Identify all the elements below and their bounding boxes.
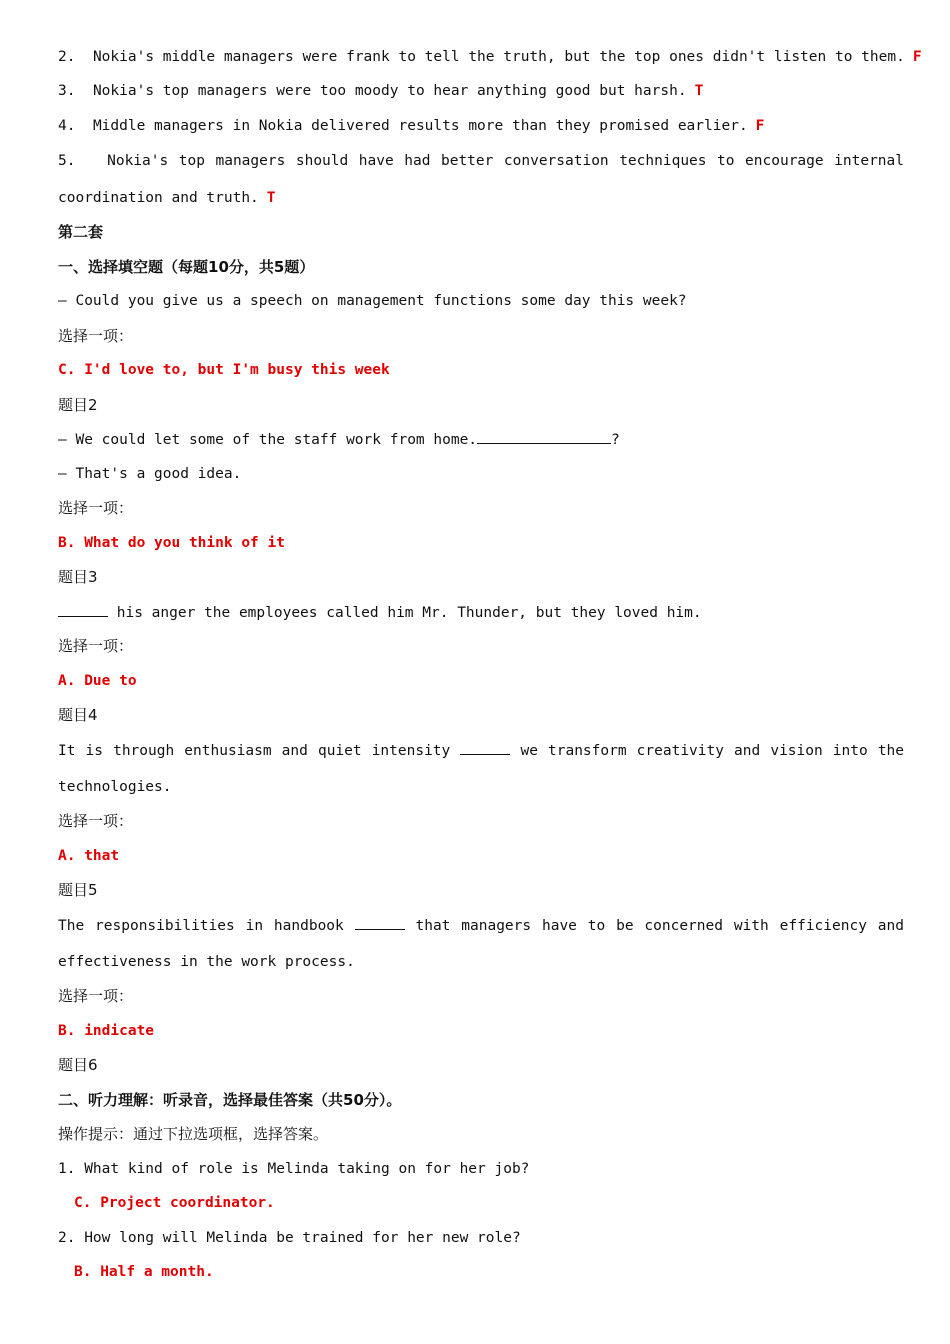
question-2-text: — We could let some of the staff work from home. ?	[58, 429, 904, 450]
listening-question-2: 2. How long will Melinda be trained for her new role?	[58, 1230, 521, 1246]
tf-answer: F	[755, 118, 765, 134]
listening-question-1: 1. What kind of role is Melinda taking on for her job?	[58, 1161, 530, 1177]
tf-item-5-line1	[58, 151, 904, 171]
tf-answer: T	[694, 83, 704, 99]
question-2-answer: B. What do you think of it	[58, 535, 285, 551]
tf-item-5-line2	[58, 188, 904, 208]
listening-answer-1: C. Project coordinator.	[74, 1195, 275, 1211]
question-2-title: 题目2	[58, 396, 98, 414]
choose-label: 选择一项：	[58, 637, 134, 655]
tf-answer: F	[912, 49, 922, 65]
answer-blank	[460, 740, 510, 755]
question-3-text: his anger the employees called him Mr. Thunder, but they loved him.	[58, 602, 904, 623]
item-number: 3.	[58, 83, 76, 99]
item-number: 2.	[58, 49, 76, 65]
answer-blank	[355, 915, 405, 930]
question-1-answer: C. I'd love to, but I'm busy this week	[58, 362, 390, 378]
question-5-title: 题目5	[58, 881, 98, 899]
choose-label: 选择一项：	[58, 327, 134, 345]
choose-label: 选择一项：	[58, 499, 134, 517]
item-number: 4.	[58, 118, 76, 134]
answer-blank	[477, 429, 611, 444]
tf-item-3	[58, 81, 904, 101]
question-4-text-line2: technologies.	[58, 779, 172, 795]
tf-answer: T	[266, 190, 276, 206]
question-3-title: 题目3	[58, 568, 98, 586]
question-4-answer: A. that	[58, 848, 120, 864]
item-text: Nokia's middle managers were frank to tell the truth, but the top ones didn't listen to them.	[92, 49, 905, 65]
question-2-reply: — That's a good idea.	[58, 466, 242, 482]
question-1-text: — Could you give us a speech on management functions some day this week?	[58, 293, 687, 309]
set-title: 第二套	[58, 223, 104, 241]
item-text: coordination and truth.	[58, 190, 259, 206]
item-number: 5.	[58, 153, 76, 169]
item-text: Nokia's top managers were too moody to hear anything good but harsh.	[92, 83, 687, 99]
question-3-answer: A. Due to	[58, 673, 137, 689]
section2-hint: 操作提示：通过下拉选项框，选择答案。	[58, 1125, 329, 1143]
tf-item-4	[58, 116, 904, 136]
question-5-text-line2: effectiveness in the work process.	[58, 954, 355, 970]
section2-title: 二、听力理解：听录音，选择最佳答案（共50分）。	[58, 1091, 402, 1109]
choose-label: 选择一项：	[58, 987, 134, 1005]
section1-title: 一、选择填空题（每题10分，共5题）	[58, 258, 315, 276]
tf-item-2	[58, 47, 922, 67]
question-4-text-line1: It is through enthusiasm and quiet intensity we transform creativity and vision into the	[58, 740, 904, 761]
answer-blank	[58, 602, 108, 617]
question-6-title: 题目6	[58, 1056, 98, 1074]
question-5-answer: B. indicate	[58, 1023, 155, 1039]
question-5-text-line1: The responsibilities in handbook that managers have to be concerned with efficiency and	[58, 915, 904, 936]
item-text: Nokia's top managers should have had better conversation techniques to encourage internal	[107, 153, 904, 169]
question-4-title: 题目4	[58, 706, 98, 724]
choose-label: 选择一项：	[58, 812, 134, 830]
listening-answer-2: B. Half a month.	[74, 1264, 214, 1280]
item-text: Middle managers in Nokia delivered results more than they promised earlier.	[92, 118, 748, 134]
